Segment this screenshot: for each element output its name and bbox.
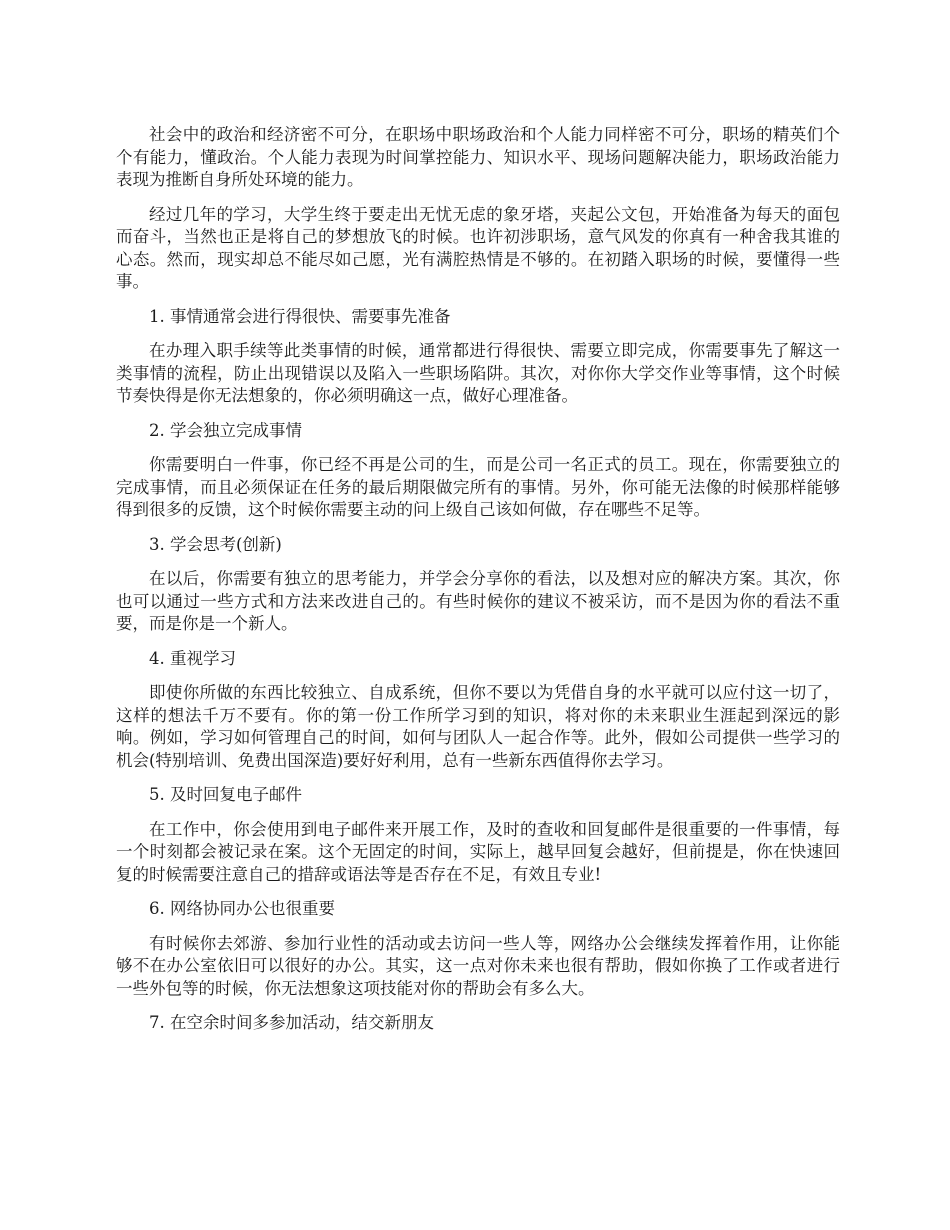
paragraph-intro-2: 经过几年的学习，大学生终于要走出无忧无虑的象牙塔，夹起公文包，开始准备为每天的面包而奋斗，当然也正是将自己的梦想放飞的时候。也许初涉职场，意气风发的你真有一种舍我其谁的心态。然而，现实却总不能尽如己愿，光有满腔热情是不够的。在初踏入职场的时候，要懂得一些事。 [116,204,840,291]
paragraph-section-4: 即使你所做的东西比较独立、自成系统，但你不要以为凭借自身的水平就可以应付这一切了，这样的想法千万不要有。你的第一份工作所学习到的知识，将对你的未来职业生涯起到深远的影响。例如，学习如何管理自己的时间，如何与团队人一起合作等。此外，假如公司提供一些学习的机会(特别培训、免费出国深造)要好好利用，总有一些新东西值得你去学习。 [116,683,840,770]
paragraph-intro-1: 社会中的政治和经济密不可分，在职场中职场政治和个人能力同样密不可分，职场的精英们个个有能力，懂政治。个人能力表现为时间掌控能力、知识水平、现场问题解决能力，职场政治能力表现为推断自身所处环境的能力。 [116,125,840,189]
section-heading-5: 5. 及时回复电子邮件 [149,785,302,804]
section-heading-4: 4. 重视学习 [149,648,236,668]
section-heading-1: 1. 事情通常会进行得很快、需要事先准备 [149,306,451,326]
section-heading-2: 2. 学会独立完成事情 [149,420,302,440]
document-body [116,124,840,1047]
paragraph-section-1: 在办理入职手续等此类事情的时候，通常都进行得很快、需要立即完成，你需要事先了解这一类事情的流程，防止出现错误以及陷入一些职场陷阱。其次，对你你大学交作业等事情，这个时候节奏快得是你无法想象的，你必须明确这一点，做好心理准备。 [116,341,840,405]
section-heading-7: 7. 在空余时间多参加活动，结交新朋友 [149,1013,434,1032]
section-heading-6: 6. 网络协同办公也很重要 [149,899,335,918]
paragraph-section-2: 你需要明白一件事，你已经不再是公司的生，而是公司一名正式的员工。现在，你需要独立的完成事情，而且必须保证在任务的最后期限做完所有的事情。另外，你可能无法像的时候那样能够得到很多的反馈，这个时候你需要主动的问上级自己该如何做，存在哪些不足等。 [116,455,840,519]
paragraph-section-3: 在以后，你需要有独立的思考能力，并学会分享你的看法，以及想对应的解决方案。其次，你也可以通过一些方式和方法来改进自己的。有些时候你的建议不被采访，而不是因为你的看法不重要，而是你是一个新人。 [116,569,840,633]
section-heading-3: 3. 学会思考(创新) [149,534,282,554]
paragraph-section-5: 在工作中，你会使用到电子邮件来开展工作，及时的查收和回复邮件是很重要的一件事情，每一个时刻都会被记录在案。这个无固定的时间，实际上，越早回复会越好，但前提是，你在快速回复的时候需要注意自己的措辞或语法等是否存在不足，有效且专业! [116,819,840,884]
paragraph-section-6: 有时候你去郊游、参加行业性的活动或去访问一些人等，网络办公会继续发挥着作用，让你能够不在办公室依旧可以很好的办公。其实，这一点对你未来也很有帮助，假如你换了工作或者进行一些外包等的时候，你无法想象这项技能对你的帮助会有多么大。 [116,933,840,998]
